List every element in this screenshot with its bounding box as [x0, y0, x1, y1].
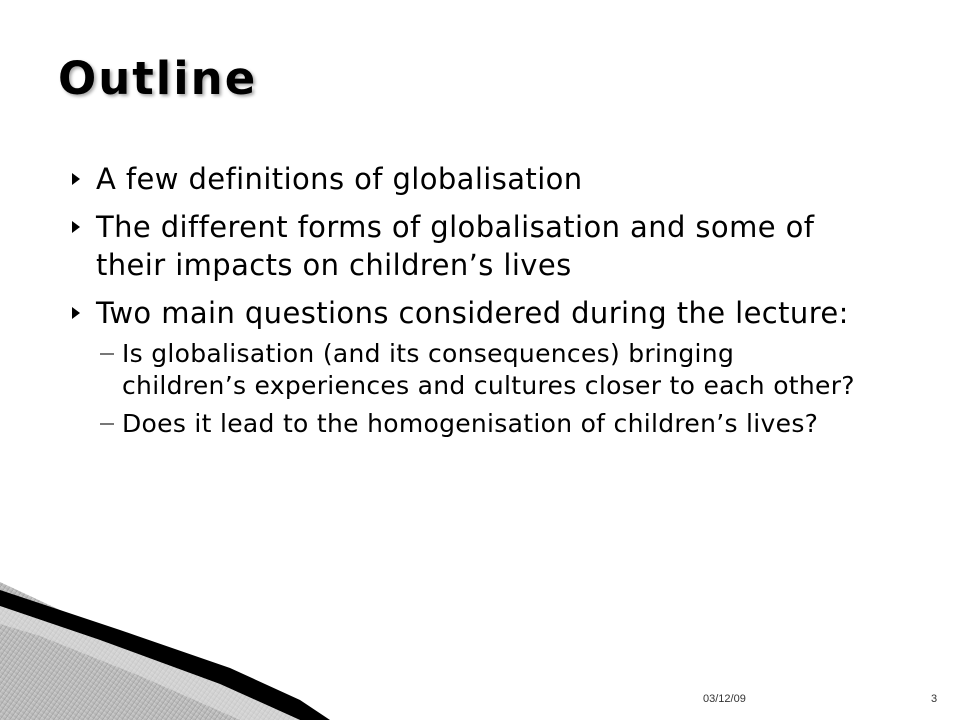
sub-bullet-text: Does it lead to the homogenisation of children’s lives? — [122, 409, 819, 438]
dash-bullet-icon — [100, 353, 114, 355]
sub-bullet-item — [96, 338, 856, 402]
sub-bullet-item — [96, 408, 856, 440]
bullet-text: A few definitions of globalisation — [96, 162, 583, 196]
bullet-item — [96, 294, 856, 440]
sub-bullet-list — [96, 338, 856, 440]
bullet-text: Two main questions considered during the lecture: — [96, 296, 849, 330]
triangle-bullet-icon — [72, 221, 80, 233]
page-number: 3 — [931, 693, 938, 705]
footer-date: 03/12/09 — [703, 693, 746, 705]
triangle-bullet-icon — [72, 173, 80, 185]
dash-bullet-icon — [100, 423, 114, 425]
sub-bullet-text: Is globalisation (and its consequences) bringing children’s experiences and cultures closer to each other? — [122, 339, 855, 400]
bullet-item — [96, 160, 856, 198]
corner-swoosh-decoration — [0, 580, 960, 720]
slide-title: Outline — [58, 52, 258, 105]
triangle-bullet-icon — [72, 307, 80, 319]
bullet-text: The different forms of globalisation and some of their impacts on children’s lives — [96, 210, 815, 282]
bullet-item — [96, 208, 856, 284]
bullet-list — [96, 160, 856, 450]
